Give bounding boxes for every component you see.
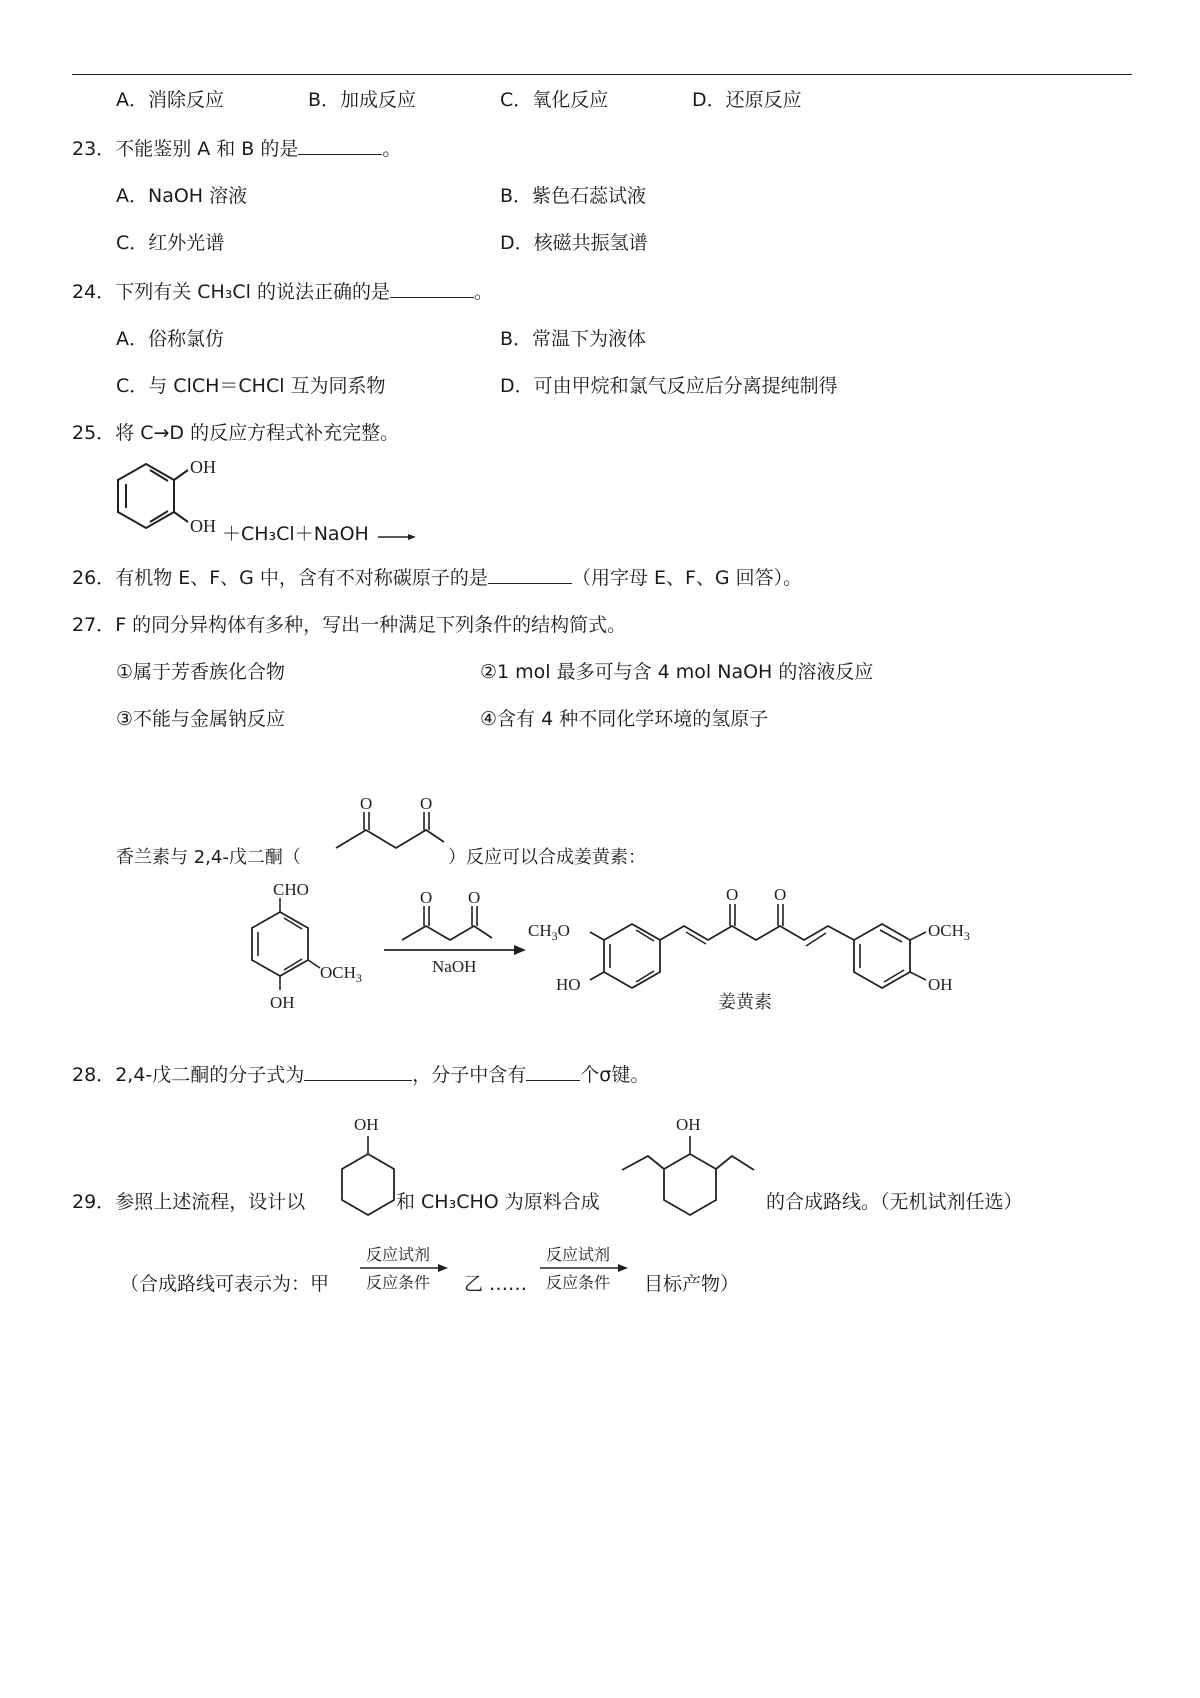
svg-text:反应条件: 反应条件 xyxy=(366,1273,431,1292)
route-arrow-1 xyxy=(360,1240,450,1300)
svg-text:反应试剂: 反应试剂 xyxy=(366,1245,431,1264)
q25-reagents: ＋CH₃Cl＋NaOH xyxy=(222,523,369,545)
svg-text:反应条件: 反应条件 xyxy=(546,1273,611,1292)
question-number: 25． xyxy=(72,422,116,444)
svg-text:O: O xyxy=(774,885,787,904)
q22-option-c[interactable]: C．氧化反应 xyxy=(500,89,609,111)
ch3o-label: $CH_3O$ xyxy=(528,921,570,943)
route-note-post: 目标产物） xyxy=(644,1273,740,1295)
header-rule xyxy=(72,74,1132,75)
svg-text:OH: OH xyxy=(270,993,295,1012)
route-arrow-2 xyxy=(540,1240,630,1300)
q24-option-a[interactable]: A．俗称氯仿 xyxy=(116,328,224,350)
q27-condition-4: ④含有 4 种不同化学环境的氢原子 xyxy=(480,708,769,730)
curcumin-reaction-arrow xyxy=(380,886,530,976)
svg-text:HO: HO xyxy=(556,975,581,994)
svg-text:O: O xyxy=(420,888,433,907)
curcumin-structure xyxy=(528,884,988,1014)
q23-option-b[interactable]: B．紫色石蕊试液 xyxy=(500,185,647,207)
svg-text:OH: OH xyxy=(354,1115,379,1134)
vanillin-structure xyxy=(240,880,370,1014)
q29-stem-post: 的合成路线。（无机试剂任选） xyxy=(766,1191,1023,1213)
route-note-pre: （合成路线可表示为：甲 xyxy=(120,1273,330,1295)
q27-condition-2: ②1 mol 最多可与含 4 mol NaOH 的溶液反应 xyxy=(480,661,874,683)
q24-option-d[interactable]: D．可由甲烷和氯气反应后分离提纯制得 xyxy=(500,375,838,397)
svg-text:OH: OH xyxy=(676,1115,701,1134)
target-product-structure xyxy=(608,1112,758,1227)
pentanedione-structure xyxy=(336,794,446,860)
och3-label: $OCH_3$ xyxy=(320,963,362,985)
svg-text:OH: OH xyxy=(928,975,953,994)
intro-pre: 香兰素与 2,4-戊二酮（ xyxy=(116,847,301,868)
answer-blank[interactable] xyxy=(390,279,474,298)
q26-stem: 26．有机物 E、F、G 中，含有不对称碳原子的是 （用字母 E、F、G 回答）。 xyxy=(72,567,803,589)
svg-text:CHO: CHO xyxy=(273,880,309,899)
answer-blank[interactable] xyxy=(488,565,572,584)
q22-option-b[interactable]: B．加成反应 xyxy=(308,89,417,111)
oh-label: OH xyxy=(190,457,216,477)
q23-option-c[interactable]: C．红外光谱 xyxy=(116,232,225,254)
q27-condition-3: ③不能与金属钠反应 xyxy=(116,708,286,730)
answer-blank[interactable] xyxy=(526,1062,580,1081)
q23-option-a[interactable]: A．NaOH 溶液 xyxy=(116,185,248,207)
q23-stem: 23．不能鉴别 A 和 B 的是 。 xyxy=(72,138,402,160)
reaction-arrow xyxy=(378,532,418,542)
q22-option-a[interactable]: A．消除反应 xyxy=(116,89,224,111)
q29-stem-pre: 29．参照上述流程，设计以 xyxy=(72,1191,306,1213)
question-number: 23． xyxy=(72,138,116,160)
svg-text:O: O xyxy=(420,794,433,813)
svg-text:NaOH: NaOH xyxy=(432,957,477,976)
och3-label: $OCH_3$ xyxy=(928,921,970,943)
q24-option-b[interactable]: B．常温下为液体 xyxy=(500,328,647,350)
svg-text:反应试剂: 反应试剂 xyxy=(546,1245,611,1264)
q27-stem: 27．F 的同分异构体有多种，写出一种满足下列条件的结构简式。 xyxy=(72,614,627,636)
curcumin-name: 姜黄素 xyxy=(718,992,772,1013)
question-number: 26． xyxy=(72,567,116,589)
q24-option-c[interactable]: C．与 ClCH＝CHCl 互为同系物 xyxy=(116,375,386,397)
question-number: 28． xyxy=(72,1064,116,1086)
question-number: 24． xyxy=(72,281,116,303)
q22-option-d[interactable]: D．还原反应 xyxy=(692,89,802,111)
route-note-mid: 乙 …… xyxy=(464,1273,528,1295)
q24-stem: 24．下列有关 CH₃Cl 的说法正确的是 。 xyxy=(72,281,493,303)
catechol-structure xyxy=(118,456,228,546)
question-number: 29． xyxy=(72,1191,116,1213)
q23-option-d[interactable]: D．核磁共振氢谱 xyxy=(500,232,648,254)
answer-blank[interactable] xyxy=(298,136,382,155)
q28-stem: 28．2,4-戊二酮的分子式为 ，分子中含有 个σ键。 xyxy=(72,1064,650,1086)
q25-stem: 25．将 C→D 的反应方程式补充完整。 xyxy=(72,422,400,444)
q29-stem-mid: 和 CH₃CHO 为原料合成 xyxy=(396,1191,600,1213)
svg-text:O: O xyxy=(360,794,373,813)
question-number: 27． xyxy=(72,614,116,636)
q27-condition-1: ①属于芳香族化合物 xyxy=(116,661,286,683)
svg-text:O: O xyxy=(468,888,481,907)
intro-post: ）反应可以合成姜黄素： xyxy=(448,847,646,868)
answer-blank[interactable] xyxy=(304,1062,412,1081)
oh-label: OH xyxy=(190,516,216,536)
svg-text:O: O xyxy=(726,885,739,904)
